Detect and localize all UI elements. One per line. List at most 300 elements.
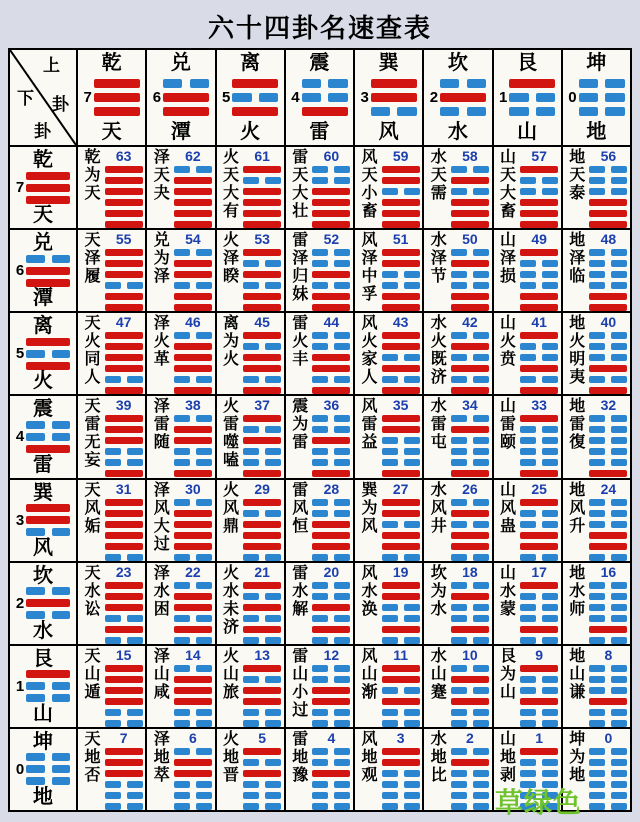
hexagram-name — [289, 149, 312, 226]
hexagram-name-char: 坎 — [430, 564, 447, 582]
yang-line — [382, 387, 420, 394]
hexagram-name-char: 水 — [430, 398, 447, 416]
yang-line — [105, 626, 143, 633]
hexagram-lines — [312, 499, 350, 561]
yang-line — [243, 532, 281, 539]
yang-line — [451, 759, 489, 766]
yin-line — [312, 554, 350, 561]
yin-line — [302, 93, 348, 102]
hexagram-number: 41 — [531, 314, 547, 331]
yin-line — [312, 720, 350, 727]
trigram-lines — [26, 255, 70, 287]
yang-line — [174, 271, 212, 278]
yang-line — [243, 332, 281, 339]
hexagram-name — [427, 731, 450, 808]
yin-line — [520, 282, 558, 289]
hexagram-symbol — [450, 315, 489, 392]
yin-line — [243, 426, 281, 433]
hexagram-name-char: 泽 — [222, 250, 239, 268]
hexagram-name-char: 遁 — [84, 683, 101, 701]
hexagram-name-char: 明 — [569, 351, 586, 369]
yang-line — [520, 665, 558, 672]
yang-line — [243, 304, 281, 311]
hexagram-name-char: 天 — [84, 564, 101, 582]
hexagram-cell-30 — [147, 480, 214, 561]
yang-line — [589, 543, 627, 550]
hexagram-number: 19 — [392, 563, 409, 580]
yin-line — [26, 433, 70, 441]
yang-line — [520, 499, 558, 506]
yin-line — [451, 770, 489, 777]
yin-line — [589, 448, 627, 455]
yin-line — [105, 376, 143, 383]
yin-line — [312, 593, 350, 600]
yin-line — [451, 376, 489, 383]
hexagram-name — [427, 565, 450, 642]
trigram-lines — [26, 670, 70, 702]
hexagram-name — [358, 232, 381, 309]
yin-line — [105, 803, 143, 810]
hexagram-name-char: 泽 — [153, 564, 170, 582]
trigram-symbol — [16, 172, 70, 204]
trigram-number: 5 — [15, 345, 25, 363]
hexagram-number: 52 — [323, 231, 340, 248]
yang-line — [174, 177, 212, 184]
yin-line — [520, 459, 558, 466]
hexagram-name-char: 泰 — [569, 185, 586, 202]
hexagram-name-char: 復 — [569, 434, 586, 452]
yang-line — [451, 260, 489, 267]
yin-line — [589, 582, 627, 589]
trigram-symbol — [222, 79, 278, 116]
yang-line — [520, 332, 558, 339]
yang-line — [520, 582, 558, 589]
hexagram-symbol — [312, 398, 351, 475]
trigram-name: 艮 — [33, 647, 53, 670]
hexagram-number: 2 — [465, 729, 474, 746]
yang-line — [105, 354, 143, 361]
trigram-lines — [26, 338, 70, 370]
hexagram-symbol — [104, 482, 143, 559]
hexagram-name-char: 蒙 — [499, 600, 516, 618]
hexagram-name-char: 妹 — [292, 286, 309, 304]
hexagram-lines — [243, 415, 281, 477]
yin-line — [174, 332, 212, 339]
hexagram-name-char: 归 — [292, 268, 309, 286]
trigram-symbol — [568, 79, 624, 116]
yin-line — [382, 604, 420, 611]
yang-line — [243, 437, 281, 444]
hexagram-lines — [105, 582, 143, 644]
yin-line — [174, 709, 212, 716]
yang-line — [243, 199, 281, 206]
hexagram-number: 3 — [396, 729, 405, 746]
yang-line — [520, 221, 558, 228]
hexagram-name-char: 夬 — [153, 185, 170, 202]
hexagram-name-char: 无 — [84, 434, 101, 452]
yang-line — [105, 698, 143, 705]
trigram-name: 艮 — [517, 52, 538, 74]
yin-line — [243, 448, 281, 455]
yang-line — [105, 199, 143, 206]
hexagram-name-char: 未 — [222, 600, 239, 618]
hexagram-symbol — [520, 232, 559, 309]
hexagram-name-char: 山 — [430, 665, 447, 683]
hexagram-name-char: 泽 — [292, 250, 309, 268]
hexagram-symbol — [381, 482, 420, 559]
hexagram-number: 44 — [323, 314, 340, 331]
hexagram-name-char: 人 — [84, 369, 101, 387]
hexagram-symbol — [312, 315, 351, 392]
yin-line — [382, 188, 420, 195]
yin-line — [312, 781, 350, 788]
yin-line — [312, 510, 350, 517]
hexagram-name — [81, 398, 104, 475]
hexagram-lines — [520, 332, 558, 394]
column-header-1 — [78, 50, 145, 145]
hexagram-name-char: 为 — [222, 333, 239, 351]
yang-line — [520, 199, 558, 206]
hexagram-number: 29 — [254, 480, 270, 497]
hexagram-name-char: 谦 — [569, 683, 586, 701]
trigram-lines — [579, 79, 625, 116]
hexagram-name-char: 否 — [84, 766, 101, 784]
yin-line — [382, 709, 420, 716]
hexagram-name-char: 火 — [222, 398, 239, 416]
yang-line — [26, 504, 70, 512]
hexagram-lines — [382, 332, 420, 394]
yang-line — [520, 387, 558, 394]
yang-line — [382, 177, 420, 184]
hexagram-name-char: 济 — [222, 618, 239, 636]
hexagram-symbol — [450, 731, 489, 808]
yin-line — [174, 637, 212, 644]
hexagram-symbol — [243, 149, 282, 226]
hexagram-name-char: 离 — [222, 315, 239, 333]
hexagram-name-char: 地 — [292, 748, 309, 766]
hexagram-name-char: 泽 — [84, 250, 101, 268]
column-header-6 — [424, 50, 491, 145]
hexagram-cell-9 — [494, 646, 561, 727]
trigram-element: 雷 — [33, 453, 53, 476]
yin-line — [589, 271, 627, 278]
yin-line — [243, 803, 281, 810]
yin-line — [589, 426, 627, 433]
trigram-lines — [26, 172, 70, 204]
hexagram-number: 22 — [185, 563, 201, 580]
yang-line — [382, 332, 420, 339]
yin-line — [243, 459, 281, 466]
yang-line — [105, 470, 143, 477]
yin-line — [451, 781, 489, 788]
yang-line — [312, 470, 350, 477]
yin-line — [520, 426, 558, 433]
yin-line — [589, 459, 627, 466]
yang-line — [26, 196, 70, 204]
yang-line — [105, 343, 143, 350]
hexagram-name-char: 观 — [361, 766, 378, 784]
hexagram-name-char: 既 — [430, 351, 447, 369]
hexagram-number: 4 — [327, 729, 336, 746]
row-header-1 — [10, 147, 76, 228]
hexagram-name — [289, 315, 312, 392]
hexagram-cell-48 — [563, 230, 630, 311]
yang-line — [105, 770, 143, 777]
yin-line — [440, 107, 486, 116]
hexagram-cell-41 — [494, 313, 561, 394]
yin-line — [243, 759, 281, 766]
hexagram-cell-44 — [286, 313, 353, 394]
yin-line — [312, 709, 350, 716]
yang-line — [382, 304, 420, 311]
trigram-lines — [232, 79, 278, 116]
hexagram-name-char: 为 — [84, 167, 101, 184]
hexagram-symbol — [243, 315, 282, 392]
yin-line — [579, 107, 625, 116]
yang-line — [174, 698, 212, 705]
hexagram-name-char: 丰 — [292, 351, 309, 369]
yin-line — [312, 759, 350, 766]
yang-line — [243, 748, 281, 755]
hexagram-number: 42 — [462, 314, 478, 331]
yin-line — [105, 781, 143, 788]
yin-line — [520, 354, 558, 361]
hexagram-number: 26 — [462, 480, 478, 497]
yin-line — [579, 79, 625, 88]
yang-line — [174, 604, 212, 611]
hexagram-number: 17 — [531, 563, 547, 580]
yang-line — [382, 343, 420, 350]
hexagram-name — [81, 232, 104, 309]
yin-line — [451, 582, 489, 589]
hexagram-cell-14 — [147, 646, 214, 727]
hexagram-name-char: 孚 — [361, 286, 378, 304]
hexagram-name-char: 山 — [292, 665, 309, 683]
hexagram-name-char: 兑 — [153, 232, 170, 250]
yin-line — [451, 687, 489, 694]
yin-line — [26, 694, 70, 702]
yin-line — [520, 260, 558, 267]
hexagram-cell-5 — [217, 729, 284, 810]
yang-line — [174, 687, 212, 694]
hexagram-symbol — [173, 482, 212, 559]
hexagram-name-char: 雷 — [292, 232, 309, 250]
hexagram-cell-55 — [78, 230, 145, 311]
hexagram-cell-62 — [147, 147, 214, 228]
yang-line — [163, 93, 209, 102]
trigram-lines — [371, 79, 417, 116]
trigram-lines — [26, 753, 70, 785]
hexagram-symbol — [450, 565, 489, 642]
yin-line — [243, 720, 281, 727]
yin-line — [243, 593, 281, 600]
yin-line — [589, 188, 627, 195]
hexagram-name-char: 天 — [84, 647, 101, 665]
yang-line — [26, 445, 70, 453]
hexagram-name-char: 咸 — [153, 683, 170, 701]
hexagram-name-char: 为 — [292, 416, 309, 434]
hexagram-name-char: 为 — [499, 665, 516, 683]
yang-line — [382, 210, 420, 217]
hexagram-name-char: 天 — [84, 730, 101, 748]
hexagram-name-char: 天 — [292, 167, 309, 184]
yin-line — [520, 437, 558, 444]
hexagram-name-char: 泽 — [153, 647, 170, 665]
trigram-number: 2 — [15, 594, 25, 612]
hexagram-name-char: 为 — [430, 582, 447, 600]
hexagram-cell-37 — [217, 396, 284, 477]
yin-line — [382, 720, 420, 727]
hexagram-name-char: 地 — [222, 748, 239, 766]
yang-line — [451, 426, 489, 433]
trigram-lines — [163, 79, 209, 116]
yin-line — [589, 687, 627, 694]
hexagram-name-char: 颐 — [499, 434, 516, 452]
trigram-name: 兑 — [170, 52, 191, 74]
yin-line — [451, 792, 489, 799]
hexagram-name-char: 天 — [361, 167, 378, 184]
hexagram-name — [220, 648, 243, 725]
yang-line — [382, 543, 420, 550]
yin-line — [509, 107, 555, 116]
yin-line — [451, 709, 489, 716]
yin-line — [105, 792, 143, 799]
yang-line — [451, 293, 489, 300]
hexagram-lines — [520, 249, 558, 311]
hexagram-cell-23 — [78, 563, 145, 644]
hexagram-name-char: 雷 — [499, 416, 516, 434]
hexagram-symbol — [520, 648, 559, 725]
trigram-symbol — [16, 255, 70, 287]
hexagram-name — [220, 398, 243, 475]
hexagram-cell-3 — [355, 729, 422, 810]
hexagram-number: 31 — [115, 480, 132, 497]
hexagram-name-char: 剥 — [499, 766, 516, 784]
yin-line — [589, 792, 627, 799]
hexagram-number: 30 — [185, 480, 201, 497]
hexagram-name-char: 泽 — [153, 268, 170, 286]
yang-line — [243, 582, 281, 589]
hexagram-name-char: 姤 — [84, 517, 101, 535]
hexagram-name-char: 地 — [430, 748, 447, 766]
yang-line — [94, 79, 140, 88]
yang-line — [26, 279, 70, 287]
hexagram-name-char: 风 — [499, 499, 516, 517]
yin-line — [451, 748, 489, 755]
hexagram-name-char: 水 — [430, 647, 447, 665]
hexagram-lines — [174, 332, 212, 394]
hexagram-name-char: 雷 — [292, 315, 309, 333]
hexagram-name-char: 泽 — [153, 398, 170, 416]
hexagram-name-char: 损 — [499, 268, 516, 286]
hexagram-name-char: 蛊 — [499, 517, 516, 535]
yang-line — [312, 365, 350, 372]
hexagram-lines — [105, 415, 143, 477]
hexagram-cell-34 — [424, 396, 491, 477]
yin-line — [589, 720, 627, 727]
hexagram-lines — [451, 499, 489, 561]
hexagram-name-char: 雷 — [292, 564, 309, 582]
yang-line — [520, 166, 558, 173]
yang-line — [382, 593, 420, 600]
yin-line — [589, 615, 627, 622]
hexagram-name-char: 水 — [84, 582, 101, 600]
yang-line — [243, 293, 281, 300]
yin-line — [26, 777, 70, 785]
hexagram-name — [358, 315, 381, 392]
hexagram-lines — [520, 166, 558, 228]
hexagram-symbol — [450, 232, 489, 309]
yang-line — [243, 665, 281, 672]
yin-line — [312, 459, 350, 466]
hexagram-lines — [451, 748, 489, 810]
hexagram-lines — [105, 332, 143, 394]
trigram-number: 3 — [360, 89, 369, 106]
yang-line — [232, 79, 278, 88]
yang-line — [105, 387, 143, 394]
row-header-3 — [10, 313, 76, 394]
hexagram-name — [358, 482, 381, 559]
yin-line — [174, 459, 212, 466]
yang-line — [451, 210, 489, 217]
yang-line — [105, 415, 143, 422]
yin-line — [312, 426, 350, 433]
yang-line — [105, 532, 143, 539]
hexagram-cell-18 — [424, 563, 491, 644]
hexagram-lines — [312, 748, 350, 810]
yang-line — [243, 166, 281, 173]
hexagram-name — [566, 398, 589, 475]
yin-line — [382, 554, 420, 561]
yin-line — [382, 271, 420, 278]
yin-line — [451, 166, 489, 173]
hexagram-name-char: 蹇 — [430, 683, 447, 701]
hexagram-name-char: 泽 — [569, 250, 586, 268]
hexagram-lines — [312, 582, 350, 644]
hexagram-lines — [105, 748, 143, 810]
hexagram-name-char: 泽 — [153, 149, 170, 166]
yang-line — [312, 604, 350, 611]
yin-line — [451, 615, 489, 622]
yin-line — [382, 781, 420, 788]
hexagram-name-char: 过 — [292, 701, 309, 719]
yin-line — [243, 177, 281, 184]
yang-line — [174, 426, 212, 433]
hexagram-cell-42 — [424, 313, 491, 394]
hexagram-lines — [382, 166, 420, 228]
hexagram-lines — [451, 249, 489, 311]
yin-line — [371, 107, 417, 116]
yin-line — [520, 720, 558, 727]
hexagram-symbol — [243, 232, 282, 309]
yin-line — [105, 615, 143, 622]
hexagram-name — [566, 648, 589, 725]
yang-line — [520, 293, 558, 300]
hexagram-name-char: 有 — [222, 203, 239, 220]
hexagram-cell-63 — [78, 147, 145, 228]
yang-line — [243, 470, 281, 477]
hexagram-name-char: 地 — [569, 564, 586, 582]
yin-line — [243, 792, 281, 799]
hexagram-name — [220, 731, 243, 808]
hexagram-lines — [243, 499, 281, 561]
hexagram-name — [427, 149, 450, 226]
hexagram-cell-54 — [147, 230, 214, 311]
yang-line — [174, 387, 212, 394]
hexagram-name — [427, 648, 450, 725]
hexagram-symbol — [589, 731, 628, 808]
hexagram-lines — [312, 415, 350, 477]
